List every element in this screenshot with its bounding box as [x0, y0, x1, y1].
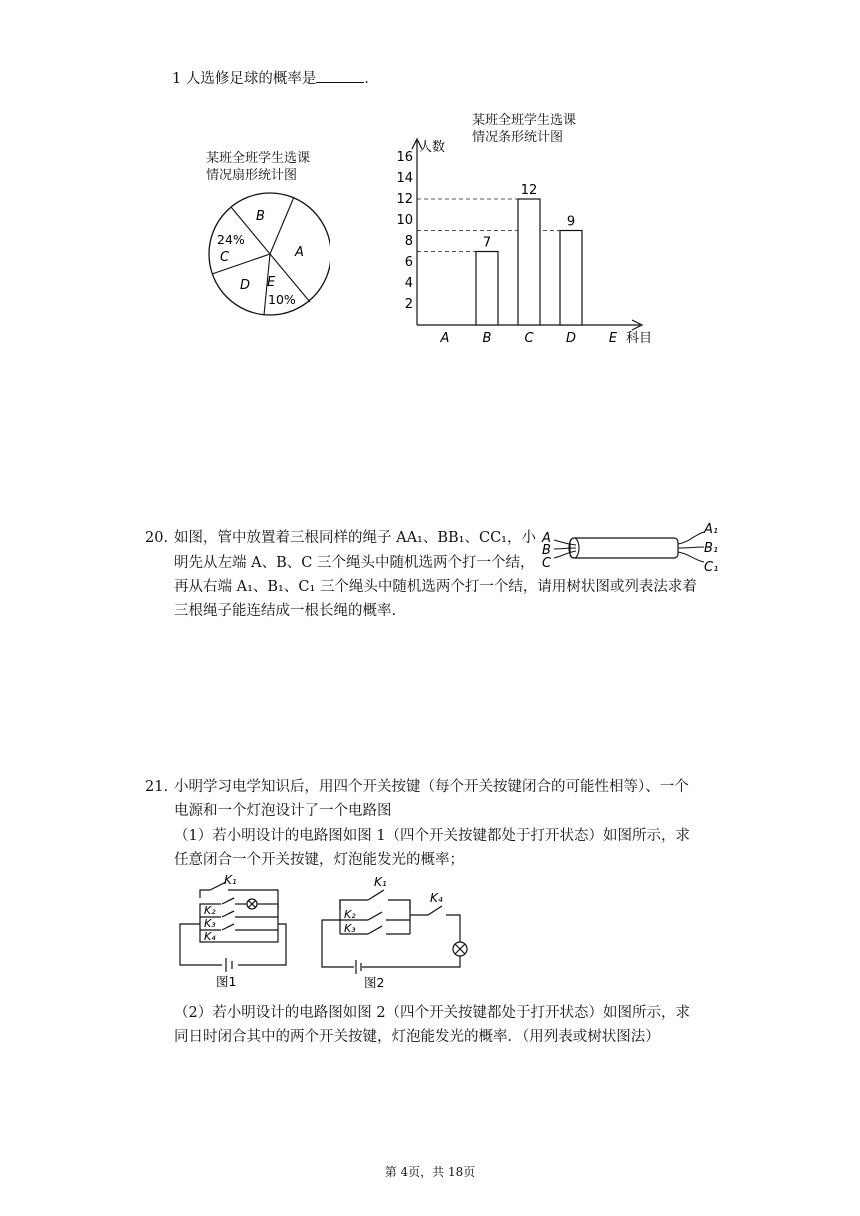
rope-label-A1: A₁: [704, 522, 719, 537]
q19-tail-end: ．: [364, 71, 379, 87]
pie-title: [206, 150, 310, 184]
bar-xlabel: 科目: [626, 331, 653, 346]
fig2-k3-lever: [368, 926, 382, 934]
q20-line2: 明先从左端 A、B、C 三个绳头中随机选两个打一个结，: [174, 555, 535, 571]
x-tick-label: B: [482, 331, 492, 346]
pie-label-D: D: [240, 278, 251, 293]
pie-label-E: E: [267, 275, 276, 290]
fig2-k4-wire-right: [446, 915, 460, 942]
fig1-label-K1: K₁: [224, 873, 237, 887]
fig2-label-K1: K₁: [374, 875, 387, 889]
q20-line4: 三根绳子能连结成一根长绳的概率.: [174, 603, 397, 619]
fig2-bottom-wire-right: [362, 956, 460, 967]
rope-label-C: C: [542, 556, 552, 571]
page-footer: 第 4页，共 18页: [384, 1165, 476, 1179]
circuit-figure-2: [318, 870, 478, 992]
tube: [570, 538, 678, 558]
q21-line1: 小明学习电学知识后，用四个开关按键（每个开关按键闭合的可能性相等）、一个: [174, 779, 689, 795]
y-tick-label: 16: [396, 150, 413, 165]
q20-number: 20.: [145, 530, 169, 546]
y-tick-label: 8: [404, 234, 413, 249]
rope-A-left: [554, 540, 576, 545]
y-tick-label: 2: [404, 297, 413, 312]
rope-label-B: B: [542, 543, 551, 558]
x-tick-label: A: [440, 331, 450, 346]
y-tick-label: 6: [404, 255, 413, 270]
pie-label-C: C: [220, 250, 230, 265]
pie-pct-C: 24%: [217, 232, 245, 247]
q19-tail-line: [172, 68, 379, 89]
fig2-k4-lever: [428, 906, 442, 915]
y-tick-label: 14: [396, 171, 413, 186]
fig1-label-K4: K₄: [204, 930, 216, 943]
y-tick-label: 12: [396, 192, 413, 207]
rope-label-A: A: [542, 531, 551, 546]
y-tick-label: 10: [396, 213, 413, 228]
q20-line3: 再从右端 A₁、B₁、C₁ 三个绳头中随机选两个打一个结，请用树状图或列表法求着: [174, 579, 697, 595]
fig2-label-K3: K₃: [344, 922, 356, 935]
pie-pct-E: 10%: [268, 292, 296, 307]
x-tick-label: D: [565, 331, 577, 346]
q19-tail-text: 1 人选修足球的概率是: [172, 71, 317, 87]
rope-B-left: [554, 548, 576, 549]
fig2-label-K2: K₂: [344, 908, 356, 921]
x-tick-label: C: [524, 331, 534, 346]
rope-C-left: [554, 551, 576, 558]
q21-part2-line2: 同日时闭合其中的两个开关按键，灯泡能发光的概率．（用列表或树状图法）: [174, 1029, 660, 1045]
q21-part2-line1: （2）若小明设计的电路图如图 2（四个开关按键都处于打开状态）如图所示，求: [174, 1005, 691, 1021]
bar-value-label: 7: [482, 235, 492, 251]
bar-value-label: 12: [520, 183, 538, 198]
pie-slice-line-2: [270, 197, 294, 254]
q21-number: 21.: [145, 779, 169, 795]
fig2-k1-lever: [368, 890, 384, 900]
pie-label-B: B: [256, 209, 265, 224]
x-tick-label: E: [608, 331, 618, 346]
bar-chart-figure: [360, 108, 670, 353]
k1-wire-left: [200, 890, 210, 898]
bar-title-line1: 某班全班学生选课: [472, 113, 577, 128]
pie-title-line2: 情况扇形统计图: [206, 168, 298, 183]
bar: [476, 252, 498, 326]
fig1-caption: 图1: [216, 974, 237, 989]
fig2-k1-wire-right: [388, 900, 410, 910]
q21-line2: 电源和一个灯泡设计了一个电路图: [174, 803, 392, 819]
fig2-caption: 图2: [364, 975, 385, 990]
pie-chart-figure: [200, 148, 330, 328]
rope-B1-right: [678, 547, 704, 548]
circuit-figure-1: [172, 872, 294, 990]
bar-title-line2: 情况条形统计图: [472, 130, 564, 145]
bar-yticks: [396, 150, 413, 312]
pie-chart-svg: [200, 186, 330, 326]
fig1-label-K3: K₃: [204, 917, 216, 930]
rope-C1-right: [678, 552, 704, 562]
bar: [518, 199, 540, 325]
fig2-k2-lever: [368, 912, 382, 920]
rope-label-C1: C₁: [704, 560, 719, 575]
bar-ylabel: 人数: [419, 140, 446, 155]
answer-blank[interactable]: [316, 68, 364, 83]
y-tick-label: 4: [404, 276, 413, 291]
pie-label-A: A: [295, 245, 304, 260]
q20-line1: 如图，管中放置着三根同样的绳子 AA₁、BB₁、CC₁，小: [174, 530, 536, 546]
pie-title-line1: 某班全班学生选课: [206, 151, 311, 166]
fig1-label-K2: K₂: [204, 904, 216, 917]
bar-xticks: [440, 331, 618, 346]
rope-A1-right: [678, 532, 704, 544]
bar-value-label: 9: [566, 214, 576, 230]
fig2-label-K4: K₄: [430, 891, 443, 905]
bar-chart-svg: [360, 108, 670, 353]
bar: [560, 231, 582, 326]
q21-part1-line1: （1）若小明设计的电路图如图 1（四个开关按键都处于打开状态）如图所示，求: [174, 828, 691, 844]
rope-tube-figure: [538, 520, 723, 576]
rope-label-B1: B₁: [704, 541, 719, 556]
q21-part1-line2: 任意闭合一个开关按键，灯泡能发光的概率；: [174, 852, 464, 868]
